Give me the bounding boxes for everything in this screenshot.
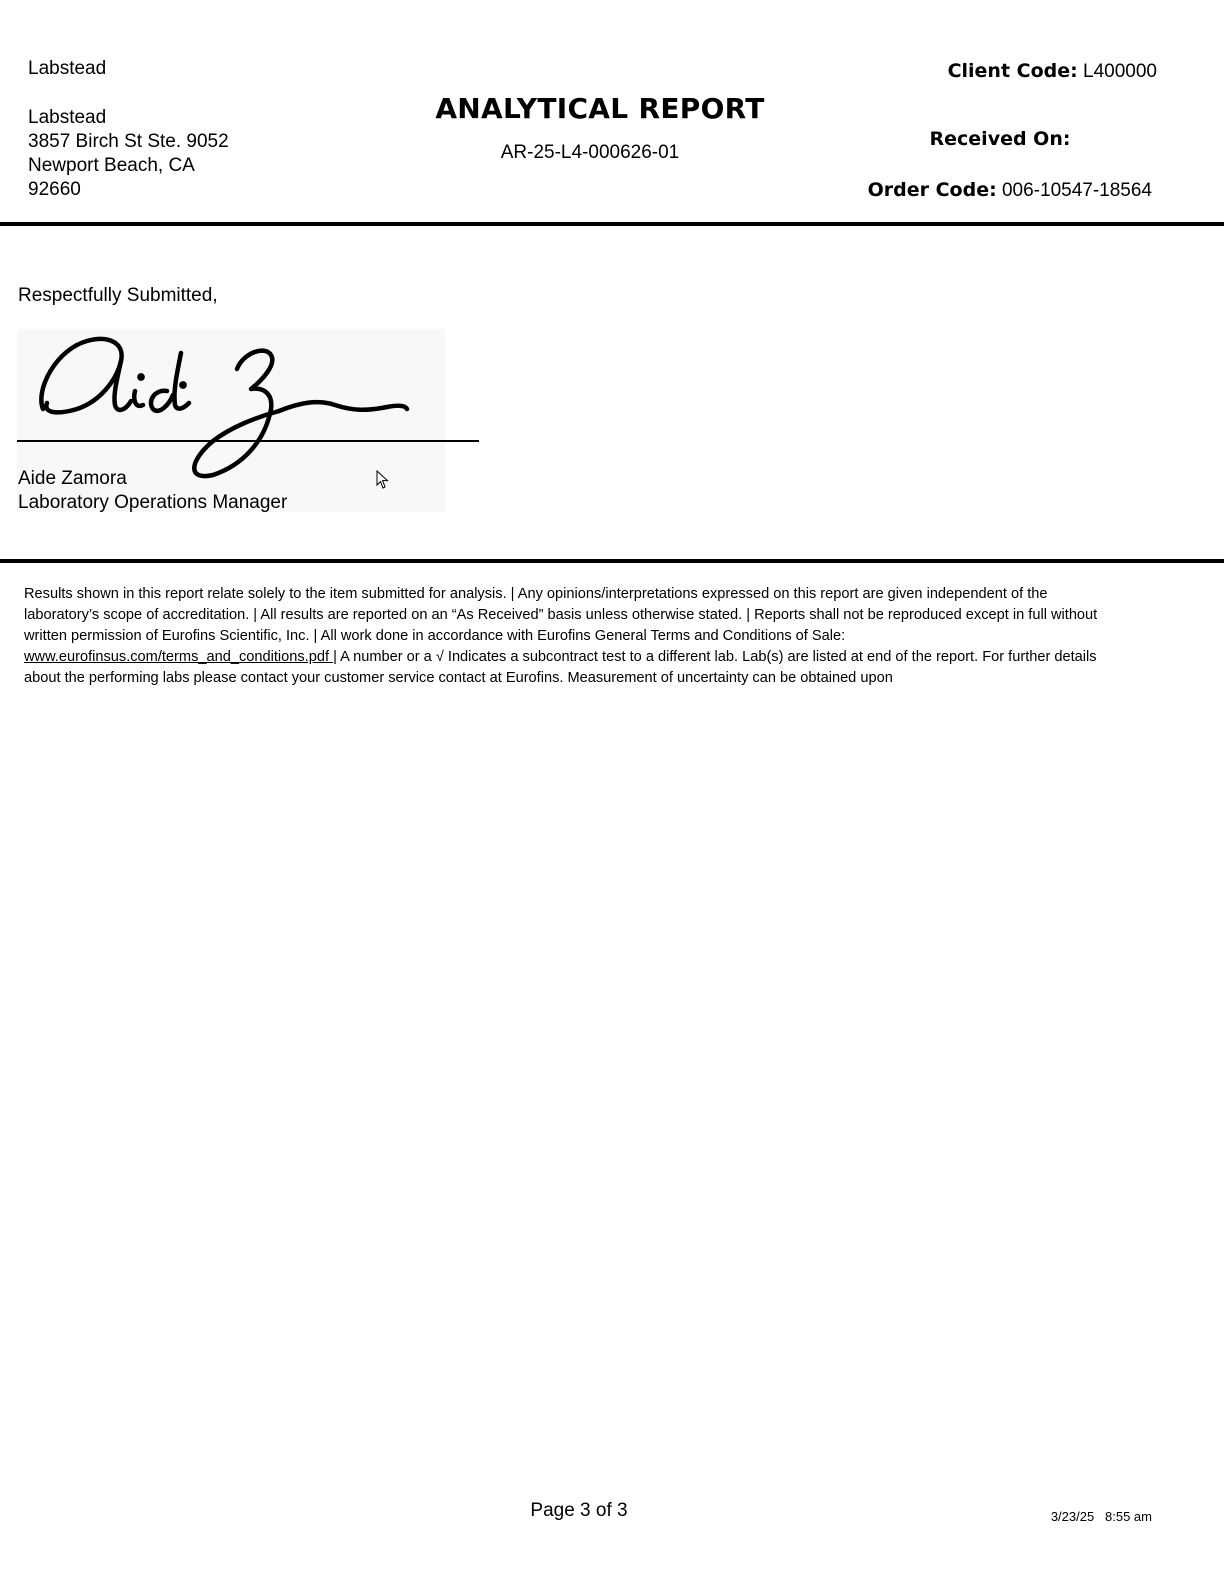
order-code	[868, 179, 1152, 202]
signer-name: Aide Zamora	[18, 468, 127, 489]
client-code-label: Client Code:	[947, 60, 1078, 82]
disclaimer-text	[24, 584, 1120, 689]
received-on	[860, 128, 1140, 151]
signature-divider	[0, 559, 1224, 563]
submitted-label: Respectfully Submitted,	[18, 285, 218, 306]
received-on-label: Received On:	[929, 128, 1071, 150]
address-line: 3857 Birch St Ste. 9052	[28, 131, 229, 152]
disclaimer-part-1: Results shown in this report relate solely to the item submitted for analysis. | Any opinions/interpretations expressed on this report are given independent of the laboratory’s scope of accreditation. | All results are reported on an “As Received” basis unless otherwise stated. | Reports shall not be reproduced except in full without written permission of Eurofins Scientific, Inc. | All work done in accordance with Eurofins General Terms and Conditions of Sale:	[24, 586, 1098, 644]
report-number: AR-25-L4-000626-01	[500, 142, 680, 163]
client-code-value: L400000	[1083, 61, 1157, 82]
terms-link[interactable]: www.eurofinsus.com/terms_and_conditions.pdf	[24, 649, 334, 665]
disclaimer-part-2: | A number or a √ Indicates a subcontract test to a different lab. Lab(s) are listed at end of the report. For further details about the performing labs please contact your customer service contact at Eurofins. Measurement of uncertainty can be obtained upon	[24, 649, 1097, 686]
print-timestamp: 3/23/25 8:55 am	[1050, 1509, 1152, 1524]
address-line: Labstead	[28, 107, 107, 128]
page-number: Page 3 of 3	[530, 1500, 628, 1521]
lab-address	[28, 106, 229, 202]
order-code-label: Order Code:	[867, 179, 997, 201]
address-line: 92660	[28, 179, 81, 200]
address-line: Newport Beach, CA	[28, 155, 195, 176]
order-code-value: 006-10547-18564	[1001, 180, 1152, 201]
lab-name-header: Labstead	[28, 58, 107, 79]
header-divider	[0, 222, 1224, 226]
report-title: ANALYTICAL REPORT	[435, 92, 765, 125]
mouse-pointer-icon	[376, 470, 390, 490]
client-code	[948, 60, 1157, 83]
signer-title: Laboratory Operations Manager	[18, 492, 288, 513]
